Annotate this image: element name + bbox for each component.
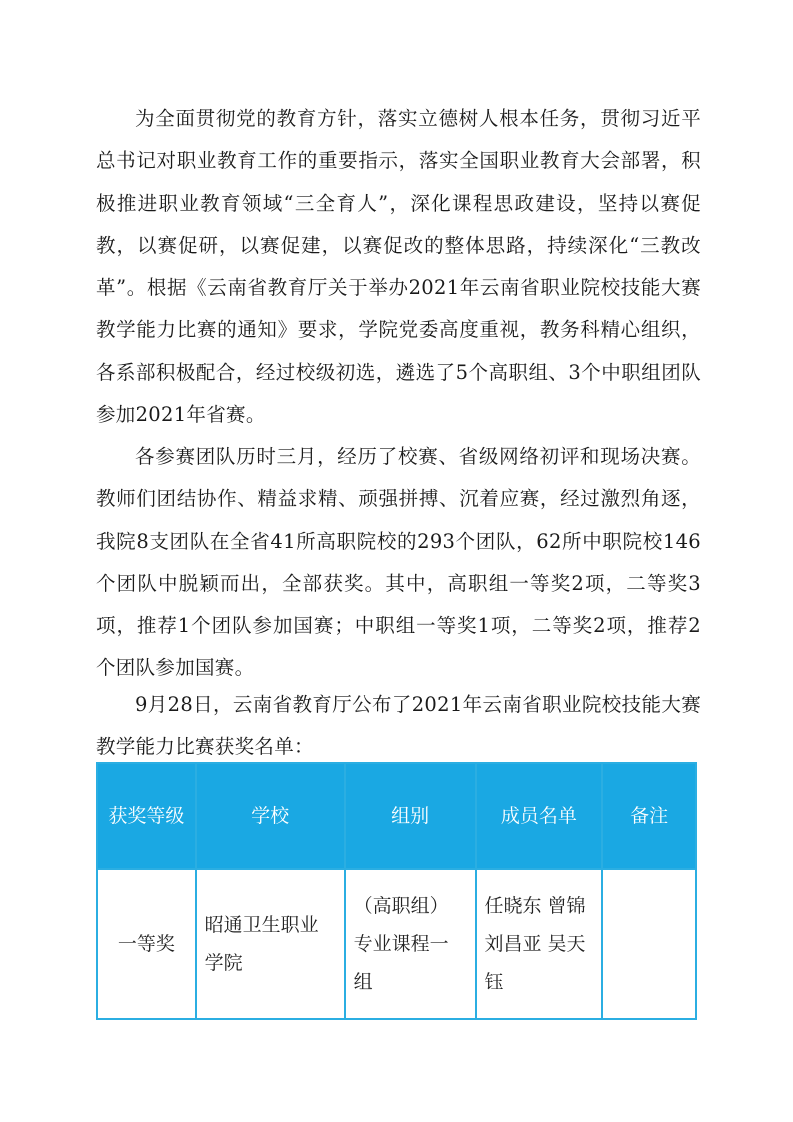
header-school: 学校	[196, 763, 345, 869]
header-award-level: 获奖等级	[97, 763, 196, 869]
header-members: 成员名单	[476, 763, 603, 869]
paragraph-competition: 各参赛团队历时三月，经历了校赛、省级网络初评和现场决赛。教师们团结协作、精益求精、顽强拼搏、沉着应赛，经过激烈角逐，我院8支团队在全省41所高职院校的293个团队，62所中职院校146个团队中脱颖而出，全部获奖。其中，高职组一等奖2项，二等奖3项，推荐1个团队参加国赛；中职组一等奖1项，二等奖2项，推荐2个团队参加国赛。	[96, 445, 701, 680]
paragraph-announcement: 9月28日，云南省教育厅公布了2021年云南省职业院校技能大赛教学能力比赛获奖名单：	[96, 693, 701, 759]
cell-award-level: 一等奖	[97, 869, 196, 1019]
award-table	[96, 762, 697, 1020]
cell-notes	[602, 869, 696, 1019]
table-header-row	[97, 763, 696, 869]
cell-group: （高职组）专业课程一组	[345, 869, 476, 1019]
paragraph-intro: 为全面贯彻党的教育方针，落实立德树人根本任务，贯彻习近平总书记对职业教育工作的重要指示，落实全国职业教育大会部署，积极推进职业教育领域“三全育人”，深化课程思政建设，坚持以赛促教，以赛促研，以赛促建，以赛促改的整体思路，持续深化“三教改革”。根据《云南省教育厅关于举办2021年云南省职业院校技能大赛教学能力比赛的通知》要求，学院党委高度重视，教务科精心组织，各系部积极配合，经过校级初选，遴选了5个高职组、3个中职组团队参加2021年省赛。	[96, 107, 701, 427]
cell-school: 昭通卫生职业学院	[196, 869, 345, 1019]
header-group: 组别	[345, 763, 476, 869]
table-row	[97, 869, 696, 1019]
header-notes: 备注	[602, 763, 696, 869]
cell-members: 任晓东 曾锦 刘昌亚 吴天钰	[476, 869, 603, 1019]
